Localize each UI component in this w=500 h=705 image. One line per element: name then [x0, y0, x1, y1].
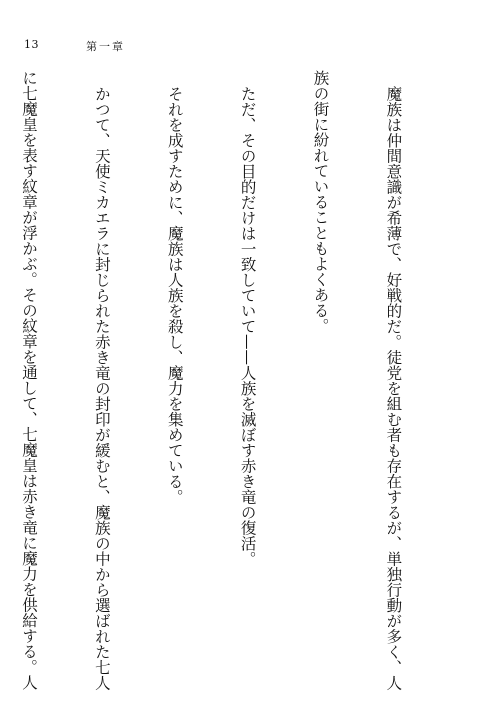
text-line: 魔族は仲間意識が希薄で、好戦的だ。徒党を組む者も存在するが、単独行動が多く、人	[384, 85, 403, 690]
text-line: それを成すために、魔族は人族を殺し、魔力を集めている。	[165, 85, 184, 504]
text-line: に七魔皇を表す紋章が浮かぶ。その紋章を通して、七魔皇は赤き竜に魔力を供給する。人	[19, 70, 38, 690]
body-text	[0, 70, 454, 690]
text-line: ただ、その目的だけは一致していて——人族を滅ぼす赤き竜の復活。	[238, 85, 257, 566]
page-number: 13	[24, 38, 39, 51]
text-line: 族の街に紛れていることもよくある。	[311, 70, 330, 334]
text-line: かつて、天使ミカエラに封じられた赤き竜の封印が緩むと、魔族の中から選ばれた七人	[92, 85, 111, 690]
chapter-title: 第一章	[86, 40, 125, 53]
